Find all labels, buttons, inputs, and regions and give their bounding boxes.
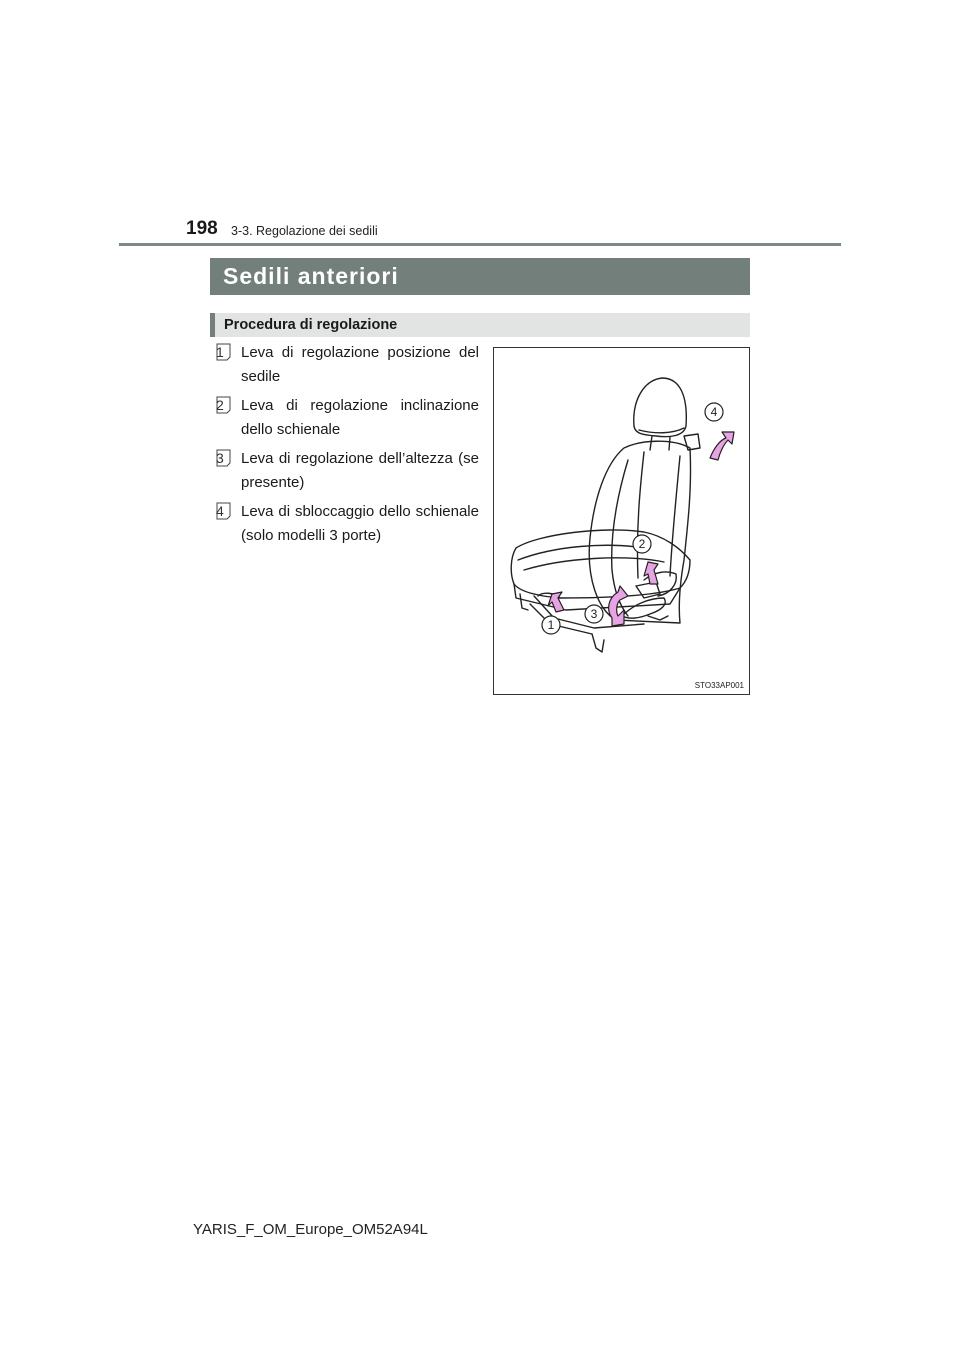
step-number-badge: 4 (216, 502, 231, 520)
chapter-title: 3-3. Regolazione dei sedili (231, 224, 378, 238)
callout-1: 1 (547, 618, 555, 632)
headrest (634, 378, 687, 437)
header-rule (119, 243, 841, 246)
seat-cushion (511, 530, 690, 598)
arrow-icon (548, 592, 564, 612)
step-number-badge: 1 (216, 343, 231, 361)
step-item (216, 394, 479, 442)
callout-4: 4 (710, 405, 718, 419)
subsection-title: Procedura di regolazione (210, 313, 750, 337)
step-text: Leva di sbloccaggio dello schienale (solo modelli 3 porte) (241, 503, 479, 544)
seat-illustration (493, 347, 750, 695)
footer-document-id: YARIS_F_OM_Europe_OM52A94L (193, 1221, 428, 1238)
step-text: Leva di regolazione inclinazione dello schienale (241, 397, 479, 438)
step-text: Leva di regolazione posizione del sedile (241, 344, 479, 385)
arrow-icon (710, 432, 734, 460)
step-item (216, 447, 479, 495)
callout-2: 2 (638, 537, 646, 551)
adjustment-arrows (548, 432, 734, 626)
step-number-badge: 3 (216, 449, 231, 467)
step-number-badge: 2 (216, 396, 231, 414)
steps-list (216, 341, 479, 548)
step-item (216, 341, 479, 389)
page-number: 198 (186, 218, 218, 239)
section-title: Sedili anteriori (210, 258, 750, 295)
step-text: Leva di regolazione dell’altezza (se presente) (241, 450, 479, 491)
figure-code: STO33AP001 (694, 681, 744, 690)
callout-3: 3 (590, 607, 598, 621)
step-item (216, 500, 479, 548)
